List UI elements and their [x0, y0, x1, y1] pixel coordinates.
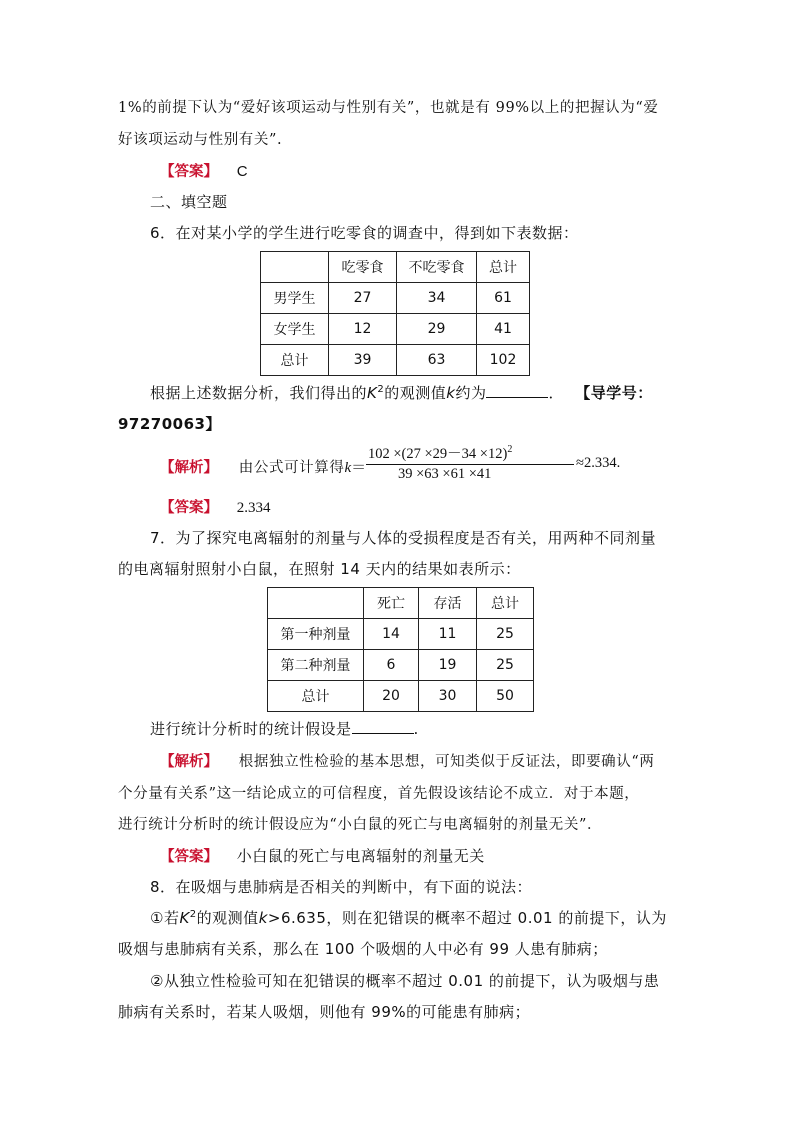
analysis-tag: 【解析】: [160, 754, 218, 770]
table-cell: 29: [397, 314, 477, 345]
q6-question-text: 的观测值: [384, 384, 447, 402]
var-K: K: [179, 909, 190, 927]
statement-text: ①若: [150, 909, 180, 927]
row-label: 第一种剂量: [268, 619, 364, 650]
superscript: 2: [507, 444, 513, 456]
table-cell: 19: [419, 650, 477, 681]
fraction-numerator: [368, 442, 512, 463]
numerator-text: 102 ×(27 ×29－34 ×12): [368, 446, 508, 462]
statement-text: 的观测值: [196, 909, 259, 927]
row-label: 男学生: [261, 283, 329, 314]
approx-value: ≈2.334.: [576, 455, 621, 471]
table-cell: 34: [397, 283, 477, 314]
q6-table: [260, 251, 530, 376]
table-cell: 12: [329, 314, 397, 345]
row-label: 第二种剂量: [268, 650, 364, 681]
q6-question-line: 根据上述数据分析，我们得出的$K^2$的观测值k约为 ． 【导学号：: [150, 384, 653, 402]
q7-stem-2: 的电离辐射照射小白鼠，在照射 14 天内的结果如表所示：: [118, 560, 521, 578]
equals-sign: ＝: [351, 458, 367, 476]
var-k: k: [258, 909, 268, 927]
table-cell: 50: [477, 681, 534, 712]
table-cell: 63: [397, 345, 477, 376]
section-heading: 二、填空题: [150, 193, 228, 211]
q6-question-text: 根据上述数据分析，我们得出的: [150, 384, 368, 402]
q6-question-text: 约为: [455, 384, 487, 402]
fraction-denominator: 39 ×63 ×61 ×41: [398, 466, 492, 482]
table-cell: 25: [477, 619, 534, 650]
analysis-tag: 【解析】: [160, 460, 218, 476]
table-header: 不吃零食: [397, 252, 477, 283]
guide-label: 【导学号：: [575, 384, 653, 402]
superscript: 2: [189, 909, 197, 920]
q7-analysis-line-1: [160, 750, 655, 771]
answer-tag: 【答案】: [160, 164, 218, 180]
table-cell: 39: [329, 345, 397, 376]
row-label: 总计: [268, 681, 364, 712]
table-row: [261, 283, 530, 314]
answer-value: 小白鼠的死亡与电离辐射的剂量无关: [236, 847, 485, 865]
q7-question-text: 进行统计分析时的统计假设是: [150, 720, 352, 738]
table-row: [268, 681, 534, 712]
table-row: [268, 588, 534, 619]
answer-5: [160, 160, 248, 181]
q7-answer: [160, 845, 485, 866]
q7-table: [267, 587, 534, 712]
var-k: k: [446, 384, 456, 402]
analysis-text: 由公式可计算得: [238, 460, 345, 476]
table-cell: 20: [364, 681, 419, 712]
table-cell: 6: [364, 650, 419, 681]
guide-number: 97270063】: [118, 415, 221, 433]
row-label: 总计: [261, 345, 329, 376]
answer-tag: 【答案】: [160, 849, 218, 865]
q7-analysis-line-3: 进行统计分析时的统计假设应为“小白鼠的死亡与电离辐射的剂量无关”．: [118, 817, 603, 833]
q8-statement-2-line-2: 肺病有关系时，若某人吸烟，则他有 99%的可能患有肺病；: [118, 1003, 531, 1021]
q6-stem: 6．在对某小学的学生进行吃零食的调查中，得到如下表数据：: [150, 224, 579, 242]
table-row: [261, 345, 530, 376]
table-cell: 102: [477, 345, 530, 376]
q6-answer: [160, 496, 271, 517]
table-row: [268, 619, 534, 650]
table-row: [261, 314, 530, 345]
answer-value: C: [236, 163, 248, 180]
table-cell: 27: [329, 283, 397, 314]
q7-analysis-line-2: 个分量有关系”这一结论成立的可信程度，首先假设该结论不成立．对于本题，: [118, 786, 640, 802]
answer-blank: [352, 719, 414, 734]
table-cell: 11: [419, 619, 477, 650]
table-row: [261, 252, 530, 283]
answer-blank: [486, 383, 548, 398]
table-cell: 25: [477, 650, 534, 681]
var-k: k: [344, 460, 352, 476]
table-cell: 61: [477, 283, 530, 314]
prev-text-line-2: 好该项运动与性别有关”.: [118, 132, 283, 148]
table-cell: 14: [364, 619, 419, 650]
table-header: 总计: [477, 252, 530, 283]
q8-statement-1-line-1: [150, 907, 667, 928]
q7-question-end: .: [413, 720, 419, 738]
table-header: 吃零食: [329, 252, 397, 283]
q7-question: [150, 718, 419, 739]
q8-statement-2-line-1: ②从独立性检验可知在犯错误的概率不超过 0.01 的前提下，认为吸烟与患: [150, 972, 660, 990]
q8-stem: 8．在吸烟与患肺病是否相关的判断中，有下面的说法：: [150, 878, 533, 896]
table-cell: 30: [419, 681, 477, 712]
var-K: K: [367, 384, 378, 402]
row-label: 女学生: [261, 314, 329, 345]
answer-tag: 【答案】: [160, 500, 218, 516]
table-cell: 41: [477, 314, 530, 345]
q7-stem-1: 7．为了探究电离辐射的剂量与人体的受损程度是否有关，用两种不同剂量: [150, 529, 657, 547]
q6-analysis: [160, 456, 366, 477]
q8-statement-1-line-2: 吸烟与患肺病有关系，那么在 100 个吸烟的人中必有 99 人患有肺病；: [118, 940, 608, 958]
superscript: 2: [377, 384, 385, 395]
statement-text: >6.635，则在犯错误的概率不超过 0.01 的前提下，认为: [267, 909, 667, 927]
table-row: [268, 650, 534, 681]
table-cell: [268, 588, 364, 619]
table-header: 死亡: [364, 588, 419, 619]
table-cell: [261, 252, 329, 283]
analysis-text: 根据独立性检验的基本思想，可知类似于反证法，即要确认“两: [238, 754, 655, 770]
answer-value: 2.334: [236, 500, 271, 516]
prev-text-line-1: 1%的前提下认为“爱好该项运动与性别有关”，也就是有 99%以上的把握认为“爱: [118, 100, 659, 116]
table-header: 总计: [477, 588, 534, 619]
fraction-bar: [366, 464, 574, 465]
table-header: 存活: [419, 588, 477, 619]
